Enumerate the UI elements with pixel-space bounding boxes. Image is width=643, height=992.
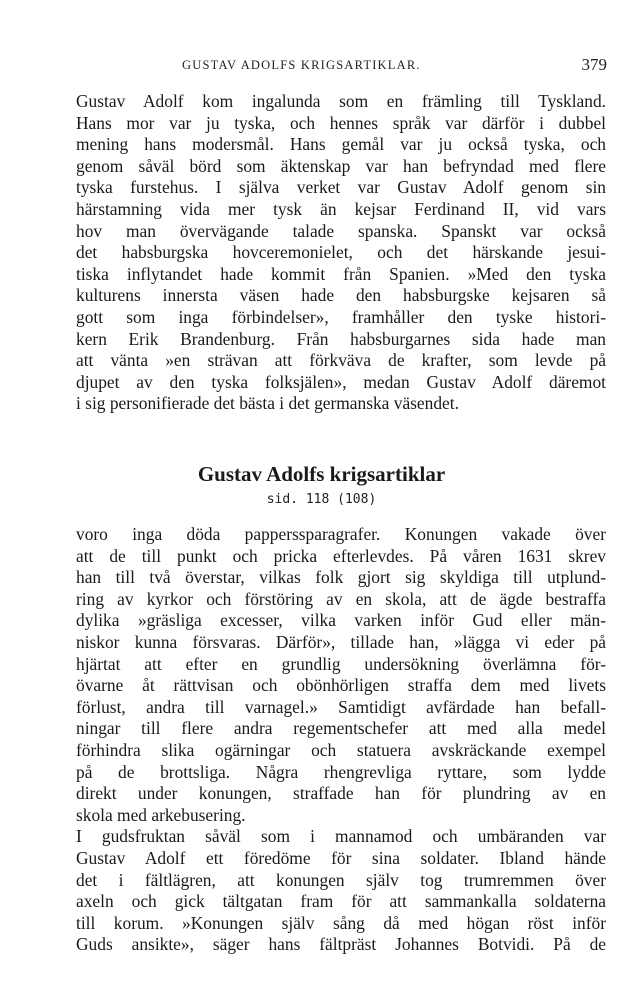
text-line: skola med arkebusering. bbox=[76, 804, 246, 825]
text-line: mening hans modersmål. Hans gemål var ju också tyska, och bbox=[76, 134, 606, 155]
text-line: dylika »gräsliga excesser, vilka varken inför Gud eller män- bbox=[76, 610, 606, 631]
text-line: det i fältlägren, att konungen själv tog trumremmen över bbox=[76, 869, 606, 890]
text-line: I gudsfruktan såväl som i mannamod och umbäranden var bbox=[76, 826, 606, 847]
text-line: på de brottsliga. Några rhengrevliga ryttare, som lydde bbox=[76, 761, 606, 782]
text-line: ring av kyrkor och förstöring av en skola, att de ägde bestraffa bbox=[76, 588, 606, 609]
text-line: förlust, andra till varnagel.» Samtidigt avfärdade han befall- bbox=[76, 696, 606, 717]
text-line: niskor kunna försvaras. Därför», tillade han, »lägga vi eder på bbox=[76, 631, 606, 652]
text-line: förhindra slika ogärningar och statuera avskräckande exempel bbox=[76, 739, 606, 760]
text-line: Gustav Adolf ett föredöme för sina soldater. Ibland hände bbox=[76, 847, 606, 868]
text-line: tyska furstehus. I själva verket var Gustav Adolf genom sin bbox=[76, 177, 606, 198]
text-line: i sig personifierade det bästa i det germanska väsendet. bbox=[76, 393, 459, 414]
text-line: ningar till flere andra regementschefer att med alla medel bbox=[76, 718, 606, 739]
text-line: genom såväl börd som äktenskap var han befryndad med flere bbox=[76, 155, 606, 176]
text-line: hov man övervägande talade spanska. Spanskt var också bbox=[76, 220, 606, 241]
text-line: Hans mor var ju tyska, och hennes språk var därför i dubbel bbox=[76, 112, 606, 133]
text-line: till korum. »Konungen själv sång då med högan röst inför bbox=[76, 912, 606, 933]
text-line: hjärtat att efter en grundlig undersökning överlämna för- bbox=[76, 653, 606, 674]
text-line: djupet av den tyska folksjälen», medan Gustav Adolf däremot bbox=[76, 371, 606, 392]
page-number: 379 bbox=[581, 55, 607, 74]
text-line: kern Erik Brandenburg. Från habsburgarnes sida hade man bbox=[76, 328, 606, 349]
running-head: GUSTAV ADOLFS KRIGSARTIKLAR. bbox=[182, 58, 421, 72]
section-reference: sid. 118 (108) bbox=[266, 492, 377, 507]
text-line: det habsburgska hovceremonielet, och det härskande jesui- bbox=[76, 242, 606, 263]
text-line: gott som inga förbindelser», framhåller den tyske histori- bbox=[76, 306, 606, 327]
text-line: direkt under konungen, straffade han för plundring av en bbox=[76, 783, 606, 804]
section-heading: Gustav Adolfs krigsartiklar bbox=[197, 462, 446, 486]
text-line: axeln och gick tältgatan fram för att sammankalla soldaterna bbox=[76, 891, 606, 912]
text-line: att vänta »en strävan att förkväva de krafter, som levde på bbox=[76, 350, 606, 371]
text-line: Gustav Adolf kom ingalunda som en främling till Tyskland. bbox=[76, 91, 606, 111]
paragraph-articles bbox=[76, 524, 606, 956]
text-line: att de till punkt och pricka efterlevdes. På våren 1631 skrev bbox=[76, 545, 606, 566]
text-line: härstamning vida mer tysk än kejsar Ferdinand II, vid vars bbox=[76, 198, 606, 219]
text-line: Guds ansikte», säger hans fältpräst Johannes Botvidi. På de bbox=[76, 934, 606, 955]
paragraph-intro bbox=[76, 91, 606, 415]
text-line: övarne åt rättvisan och obönhörligen straffa dem med livets bbox=[76, 675, 606, 696]
text-line: han till två överstar, vilkas folk gjort sig skyldiga till utplund- bbox=[76, 567, 606, 588]
text-line: kulturens innersta väsen hade den habsburgske kejsaren så bbox=[76, 285, 606, 306]
text-line: tiska inflytandet hade kommit från Spanien. »Med den tyska bbox=[76, 263, 606, 284]
text-line: voro inga döda papperssparagrafer. Konungen vakade över bbox=[76, 524, 606, 544]
